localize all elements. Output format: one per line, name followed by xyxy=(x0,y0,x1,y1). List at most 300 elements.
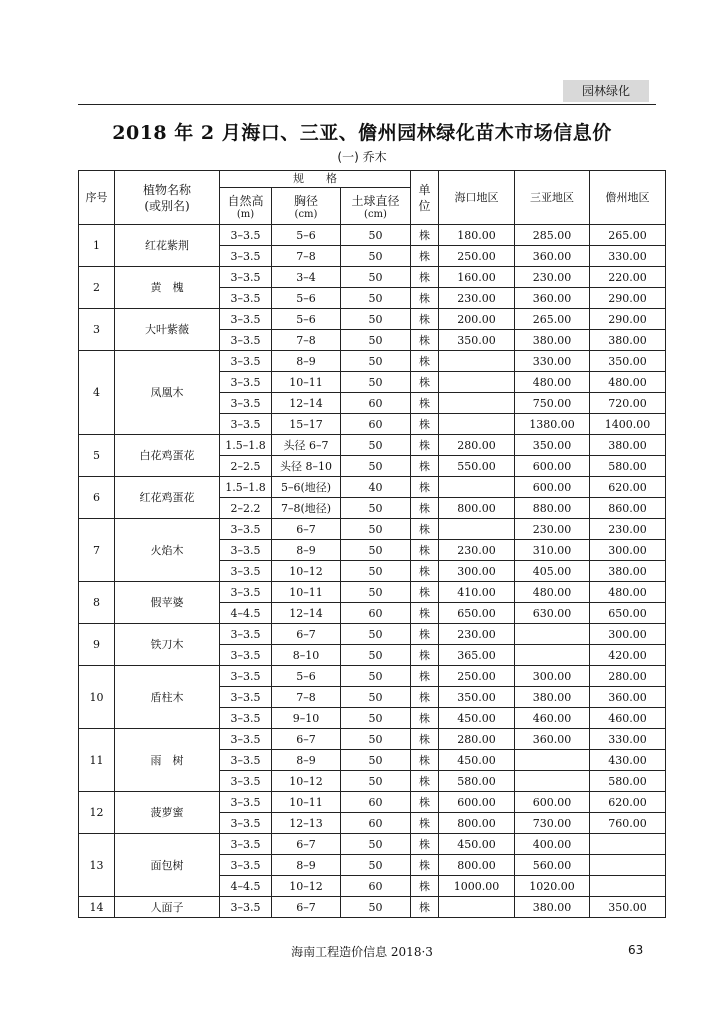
height-unit: (m) xyxy=(236,208,255,220)
dbh-cell: 12–13 xyxy=(272,813,341,834)
unit-cell: 株 xyxy=(411,246,439,267)
height-header: 自然高 xyxy=(227,193,264,208)
height-cell: 3–3.5 xyxy=(220,372,272,393)
ball-cell: 50 xyxy=(341,729,411,750)
sanya-price-cell: 480.00 xyxy=(515,582,590,603)
unit-cell: 株 xyxy=(411,372,439,393)
danzhou-price-cell: 265.00 xyxy=(590,225,666,246)
height-cell: 3–3.5 xyxy=(220,792,272,813)
haikou-price-cell: 1000.00 xyxy=(439,876,515,897)
ball-cell: 60 xyxy=(341,393,411,414)
haikou-price-cell xyxy=(439,351,515,372)
height-cell: 3–3.5 xyxy=(220,519,272,540)
height-cell: 3–3.5 xyxy=(220,708,272,729)
unit-cell: 株 xyxy=(411,288,439,309)
height-cell: 3–3.5 xyxy=(220,309,272,330)
unit-cell: 株 xyxy=(411,792,439,813)
plant-name-cell: 红花紫荆 xyxy=(115,225,220,267)
col-name-header xyxy=(115,171,220,225)
haikou-price-cell: 800.00 xyxy=(439,813,515,834)
height-cell: 3–3.5 xyxy=(220,645,272,666)
haikou-price-cell: 230.00 xyxy=(439,624,515,645)
danzhou-price-cell: 280.00 xyxy=(590,666,666,687)
sanya-price-cell: 285.00 xyxy=(515,225,590,246)
height-cell: 1.5–1.8 xyxy=(220,435,272,456)
danzhou-price-cell: 360.00 xyxy=(590,687,666,708)
haikou-price-cell xyxy=(439,477,515,498)
page-number: 63 xyxy=(628,943,644,957)
dbh-cell: 15–17 xyxy=(272,414,341,435)
danzhou-price-cell: 860.00 xyxy=(590,498,666,519)
table-row xyxy=(79,897,666,918)
sanya-price-cell: 230.00 xyxy=(515,267,590,288)
sanya-price-cell: 350.00 xyxy=(515,435,590,456)
height-cell: 3–3.5 xyxy=(220,771,272,792)
ball-cell: 50 xyxy=(341,288,411,309)
height-cell: 4–4.5 xyxy=(220,603,272,624)
unit-cell: 株 xyxy=(411,750,439,771)
dbh-cell: 8–9 xyxy=(272,351,341,372)
col-haikou-header: 海口地区 xyxy=(439,171,515,225)
height-cell: 3–3.5 xyxy=(220,687,272,708)
unit-cell: 株 xyxy=(411,876,439,897)
dbh-cell: 7–8 xyxy=(272,246,341,267)
seq-cell: 7 xyxy=(79,519,115,582)
seq-cell: 3 xyxy=(79,309,115,351)
dbh-cell: 5–6 xyxy=(272,666,341,687)
table-row xyxy=(79,582,666,603)
plant-name-cell: 雨 树 xyxy=(115,729,220,792)
dbh-cell: 3–4 xyxy=(272,267,341,288)
unit-cell: 株 xyxy=(411,813,439,834)
dbh-cell: 6–7 xyxy=(272,624,341,645)
danzhou-price-cell: 350.00 xyxy=(590,897,666,918)
danzhou-price-cell: 480.00 xyxy=(590,582,666,603)
ball-cell: 40 xyxy=(341,477,411,498)
height-cell: 3–3.5 xyxy=(220,834,272,855)
plant-name-cell: 红花鸡蛋花 xyxy=(115,477,220,519)
dbh-cell: 8–9 xyxy=(272,750,341,771)
ball-cell: 50 xyxy=(341,897,411,918)
dbh-cell: 8–10 xyxy=(272,645,341,666)
height-cell: 3–3.5 xyxy=(220,897,272,918)
haikou-price-cell xyxy=(439,414,515,435)
haikou-price-cell: 160.00 xyxy=(439,267,515,288)
table-row xyxy=(79,792,666,813)
sanya-price-cell: 560.00 xyxy=(515,855,590,876)
unit-cell: 株 xyxy=(411,729,439,750)
ball-cell: 50 xyxy=(341,309,411,330)
unit-cell: 株 xyxy=(411,477,439,498)
unit-cell: 株 xyxy=(411,603,439,624)
haikou-price-cell: 300.00 xyxy=(439,561,515,582)
section-tag: 园林绿化 xyxy=(563,80,649,102)
unit-cell: 株 xyxy=(411,519,439,540)
sanya-price-cell: 600.00 xyxy=(515,477,590,498)
dbh-cell: 头径 8–10 xyxy=(272,456,341,477)
dbh-cell: 8–9 xyxy=(272,540,341,561)
danzhou-price-cell: 420.00 xyxy=(590,645,666,666)
unit-cell: 株 xyxy=(411,666,439,687)
ball-cell: 60 xyxy=(341,603,411,624)
section-subtitle: (一) 乔木 xyxy=(337,150,387,164)
unit-cell: 株 xyxy=(411,708,439,729)
danzhou-price-cell: 460.00 xyxy=(590,708,666,729)
sanya-price-cell: 600.00 xyxy=(515,792,590,813)
table-row xyxy=(79,477,666,498)
plant-name-cell: 人面子 xyxy=(115,897,220,918)
unit-cell: 株 xyxy=(411,351,439,372)
ball-cell: 50 xyxy=(341,540,411,561)
seq-cell: 9 xyxy=(79,624,115,666)
dbh-cell: 8–9 xyxy=(272,855,341,876)
dbh-cell: 7–8 xyxy=(272,687,341,708)
table-row xyxy=(79,435,666,456)
unit-header-line1: 单 xyxy=(418,182,431,197)
seq-cell: 1 xyxy=(79,225,115,267)
danzhou-price-cell: 380.00 xyxy=(590,330,666,351)
ball-cell: 50 xyxy=(341,687,411,708)
sanya-price-cell: 380.00 xyxy=(515,330,590,351)
height-cell: 3–3.5 xyxy=(220,225,272,246)
dbh-cell: 10–11 xyxy=(272,372,341,393)
price-table-body xyxy=(79,225,666,918)
ball-cell: 50 xyxy=(341,225,411,246)
unit-cell: 株 xyxy=(411,561,439,582)
unit-cell: 株 xyxy=(411,456,439,477)
haikou-price-cell: 350.00 xyxy=(439,687,515,708)
ball-header: 土球直径 xyxy=(351,193,400,208)
sanya-price-cell: 600.00 xyxy=(515,456,590,477)
seq-cell: 4 xyxy=(79,351,115,435)
haikou-price-cell: 350.00 xyxy=(439,330,515,351)
col-ball-header xyxy=(341,188,411,225)
plant-name-cell: 菠萝蜜 xyxy=(115,792,220,834)
table-row xyxy=(79,729,666,750)
haikou-price-cell xyxy=(439,897,515,918)
table-row xyxy=(79,267,666,288)
unit-cell: 株 xyxy=(411,834,439,855)
height-cell: 3–3.5 xyxy=(220,666,272,687)
header-rule xyxy=(78,104,656,105)
danzhou-price-cell: 290.00 xyxy=(590,309,666,330)
unit-cell: 株 xyxy=(411,435,439,456)
height-cell: 3–3.5 xyxy=(220,351,272,372)
danzhou-price-cell: 480.00 xyxy=(590,372,666,393)
sanya-price-cell: 750.00 xyxy=(515,393,590,414)
haikou-price-cell: 600.00 xyxy=(439,792,515,813)
danzhou-price-cell: 380.00 xyxy=(590,561,666,582)
table-row xyxy=(79,309,666,330)
name-header-line1: 植物名称 xyxy=(142,182,191,197)
haikou-price-cell: 280.00 xyxy=(439,435,515,456)
dbh-cell: 5–6 xyxy=(272,309,341,330)
haikou-price-cell: 650.00 xyxy=(439,603,515,624)
ball-cell: 50 xyxy=(341,561,411,582)
ball-cell: 60 xyxy=(341,813,411,834)
height-cell: 3–3.5 xyxy=(220,246,272,267)
dbh-cell: 6–7 xyxy=(272,834,341,855)
height-cell: 4–4.5 xyxy=(220,876,272,897)
sanya-price-cell: 405.00 xyxy=(515,561,590,582)
height-cell: 3–3.5 xyxy=(220,267,272,288)
sanya-price-cell: 300.00 xyxy=(515,666,590,687)
unit-cell: 株 xyxy=(411,624,439,645)
haikou-price-cell: 580.00 xyxy=(439,771,515,792)
haikou-price-cell: 450.00 xyxy=(439,834,515,855)
header-row-1 xyxy=(79,171,666,188)
sanya-price-cell: 400.00 xyxy=(515,834,590,855)
ball-cell: 50 xyxy=(341,834,411,855)
col-unit-header xyxy=(411,171,439,225)
dbh-cell: 6–7 xyxy=(272,729,341,750)
danzhou-price-cell: 350.00 xyxy=(590,351,666,372)
height-cell: 3–3.5 xyxy=(220,813,272,834)
plant-name-cell: 面包树 xyxy=(115,834,220,897)
dbh-cell: 5–6 xyxy=(272,288,341,309)
ball-cell: 50 xyxy=(341,330,411,351)
plant-name-cell: 凤凰木 xyxy=(115,351,220,435)
sanya-price-cell xyxy=(515,645,590,666)
table-row xyxy=(79,624,666,645)
table-row xyxy=(79,351,666,372)
height-cell: 3–3.5 xyxy=(220,540,272,561)
sanya-price-cell: 1380.00 xyxy=(515,414,590,435)
unit-header-line2: 位 xyxy=(418,198,431,213)
table-row xyxy=(79,225,666,246)
danzhou-price-cell: 720.00 xyxy=(590,393,666,414)
haikou-price-cell: 230.00 xyxy=(439,540,515,561)
haikou-price-cell: 550.00 xyxy=(439,456,515,477)
plant-name-cell: 盾柱木 xyxy=(115,666,220,729)
ball-cell: 50 xyxy=(341,246,411,267)
height-cell: 3–3.5 xyxy=(220,414,272,435)
height-cell: 3–3.5 xyxy=(220,393,272,414)
plant-name-cell: 黄 槐 xyxy=(115,267,220,309)
danzhou-price-cell: 380.00 xyxy=(590,435,666,456)
height-cell: 3–3.5 xyxy=(220,330,272,351)
sanya-price-cell xyxy=(515,771,590,792)
sanya-price-cell: 380.00 xyxy=(515,687,590,708)
dbh-cell: 5–6(地径) xyxy=(272,477,341,498)
seq-cell: 2 xyxy=(79,267,115,309)
ball-cell: 50 xyxy=(341,855,411,876)
sanya-price-cell: 630.00 xyxy=(515,603,590,624)
danzhou-price-cell: 620.00 xyxy=(590,792,666,813)
unit-cell: 株 xyxy=(411,540,439,561)
page-title: 2018 年 2 月海口、三亚、儋州园林绿化苗木市场信息价 xyxy=(112,122,612,144)
footer-publication: 海南工程造价信息 2018·3 xyxy=(291,945,433,959)
haikou-price-cell: 365.00 xyxy=(439,645,515,666)
seq-cell: 10 xyxy=(79,666,115,729)
plant-name-cell: 火焰木 xyxy=(115,519,220,582)
col-danzhou-header: 儋州地区 xyxy=(590,171,666,225)
haikou-price-cell: 800.00 xyxy=(439,498,515,519)
col-dbh-header xyxy=(272,188,341,225)
sanya-price-cell: 880.00 xyxy=(515,498,590,519)
col-height-header xyxy=(220,188,272,225)
danzhou-price-cell: 300.00 xyxy=(590,624,666,645)
unit-cell: 株 xyxy=(411,309,439,330)
ball-cell: 50 xyxy=(341,519,411,540)
ball-cell: 50 xyxy=(341,771,411,792)
dbh-cell: 12–14 xyxy=(272,603,341,624)
haikou-price-cell: 200.00 xyxy=(439,309,515,330)
sanya-price-cell: 380.00 xyxy=(515,897,590,918)
ball-cell: 60 xyxy=(341,414,411,435)
unit-cell: 株 xyxy=(411,498,439,519)
unit-cell: 株 xyxy=(411,414,439,435)
col-seq-header: 序号 xyxy=(79,171,115,225)
danzhou-price-cell: 430.00 xyxy=(590,750,666,771)
dbh-cell: 10–11 xyxy=(272,582,341,603)
ball-cell: 50 xyxy=(341,372,411,393)
ball-cell: 50 xyxy=(341,645,411,666)
height-cell: 2–2.5 xyxy=(220,456,272,477)
unit-cell: 株 xyxy=(411,687,439,708)
ball-cell: 50 xyxy=(341,498,411,519)
unit-cell: 株 xyxy=(411,267,439,288)
ball-cell: 50 xyxy=(341,435,411,456)
height-cell: 3–3.5 xyxy=(220,750,272,771)
dbh-cell: 10–12 xyxy=(272,771,341,792)
sanya-price-cell: 360.00 xyxy=(515,729,590,750)
height-cell: 3–3.5 xyxy=(220,729,272,750)
sanya-price-cell: 360.00 xyxy=(515,246,590,267)
dbh-cell: 10–12 xyxy=(272,561,341,582)
danzhou-price-cell: 650.00 xyxy=(590,603,666,624)
height-cell: 1.5–1.8 xyxy=(220,477,272,498)
danzhou-price-cell xyxy=(590,855,666,876)
haikou-price-cell: 230.00 xyxy=(439,288,515,309)
ball-cell: 60 xyxy=(341,792,411,813)
danzhou-price-cell: 330.00 xyxy=(590,246,666,267)
danzhou-price-cell: 220.00 xyxy=(590,267,666,288)
haikou-price-cell xyxy=(439,372,515,393)
height-cell: 3–3.5 xyxy=(220,582,272,603)
sanya-price-cell: 230.00 xyxy=(515,519,590,540)
haikou-price-cell: 180.00 xyxy=(439,225,515,246)
haikou-price-cell: 410.00 xyxy=(439,582,515,603)
danzhou-price-cell: 230.00 xyxy=(590,519,666,540)
unit-cell: 株 xyxy=(411,330,439,351)
height-cell: 3–3.5 xyxy=(220,624,272,645)
sanya-price-cell xyxy=(515,624,590,645)
dbh-cell: 6–7 xyxy=(272,519,341,540)
dbh-cell: 9–10 xyxy=(272,708,341,729)
danzhou-price-cell: 760.00 xyxy=(590,813,666,834)
danzhou-price-cell: 290.00 xyxy=(590,288,666,309)
ball-cell: 60 xyxy=(341,876,411,897)
ball-cell: 50 xyxy=(341,708,411,729)
seq-cell: 12 xyxy=(79,792,115,834)
dbh-cell: 7–8(地径) xyxy=(272,498,341,519)
dbh-cell: 头径 6–7 xyxy=(272,435,341,456)
sanya-price-cell xyxy=(515,750,590,771)
name-header-line2: (或别名) xyxy=(144,198,190,213)
danzhou-price-cell: 620.00 xyxy=(590,477,666,498)
table-row xyxy=(79,519,666,540)
sanya-price-cell: 265.00 xyxy=(515,309,590,330)
danzhou-price-cell xyxy=(590,834,666,855)
dbh-cell: 6–7 xyxy=(272,897,341,918)
ball-cell: 50 xyxy=(341,456,411,477)
dbh-cell: 12–14 xyxy=(272,393,341,414)
dbh-header: 胸径 xyxy=(293,193,318,208)
haikou-price-cell xyxy=(439,393,515,414)
sanya-price-cell: 460.00 xyxy=(515,708,590,729)
haikou-price-cell xyxy=(439,519,515,540)
dbh-cell: 10–11 xyxy=(272,792,341,813)
table-row xyxy=(79,834,666,855)
unit-cell: 株 xyxy=(411,897,439,918)
col-spec-header: 规 格 xyxy=(220,171,411,188)
dbh-cell: 5–6 xyxy=(272,225,341,246)
dbh-cell: 7–8 xyxy=(272,330,341,351)
plant-name-cell: 白花鸡蛋花 xyxy=(115,435,220,477)
plant-name-cell: 假苹婆 xyxy=(115,582,220,624)
danzhou-price-cell: 580.00 xyxy=(590,456,666,477)
danzhou-price-cell: 300.00 xyxy=(590,540,666,561)
haikou-price-cell: 800.00 xyxy=(439,855,515,876)
danzhou-price-cell: 330.00 xyxy=(590,729,666,750)
seq-cell: 6 xyxy=(79,477,115,519)
unit-cell: 株 xyxy=(411,855,439,876)
dbh-cell: 10–12 xyxy=(272,876,341,897)
height-cell: 3–3.5 xyxy=(220,561,272,582)
height-cell: 3–3.5 xyxy=(220,288,272,309)
seq-cell: 8 xyxy=(79,582,115,624)
sanya-price-cell: 480.00 xyxy=(515,372,590,393)
danzhou-price-cell: 1400.00 xyxy=(590,414,666,435)
height-cell: 2–2.2 xyxy=(220,498,272,519)
seq-cell: 11 xyxy=(79,729,115,792)
ball-cell: 50 xyxy=(341,750,411,771)
haikou-price-cell: 450.00 xyxy=(439,750,515,771)
danzhou-price-cell xyxy=(590,876,666,897)
sanya-price-cell: 330.00 xyxy=(515,351,590,372)
height-cell: 3–3.5 xyxy=(220,855,272,876)
haikou-price-cell: 250.00 xyxy=(439,246,515,267)
seq-cell: 14 xyxy=(79,897,115,918)
seq-cell: 5 xyxy=(79,435,115,477)
ball-cell: 50 xyxy=(341,624,411,645)
haikou-price-cell: 250.00 xyxy=(439,666,515,687)
ball-cell: 50 xyxy=(341,267,411,288)
sanya-price-cell: 360.00 xyxy=(515,288,590,309)
haikou-price-cell: 450.00 xyxy=(439,708,515,729)
unit-cell: 株 xyxy=(411,225,439,246)
sanya-price-cell: 1020.00 xyxy=(515,876,590,897)
unit-cell: 株 xyxy=(411,771,439,792)
plant-name-cell: 大叶紫薇 xyxy=(115,309,220,351)
unit-cell: 株 xyxy=(411,393,439,414)
ball-cell: 50 xyxy=(341,666,411,687)
ball-cell: 50 xyxy=(341,351,411,372)
ball-cell: 50 xyxy=(341,582,411,603)
plant-name-cell: 铁刀木 xyxy=(115,624,220,666)
danzhou-price-cell: 580.00 xyxy=(590,771,666,792)
seq-cell: 13 xyxy=(79,834,115,897)
table-row xyxy=(79,666,666,687)
col-sanya-header: 三亚地区 xyxy=(515,171,590,225)
ball-unit: (cm) xyxy=(364,208,387,220)
sanya-price-cell: 310.00 xyxy=(515,540,590,561)
unit-cell: 株 xyxy=(411,582,439,603)
price-table xyxy=(78,170,666,918)
unit-cell: 株 xyxy=(411,645,439,666)
haikou-price-cell: 280.00 xyxy=(439,729,515,750)
